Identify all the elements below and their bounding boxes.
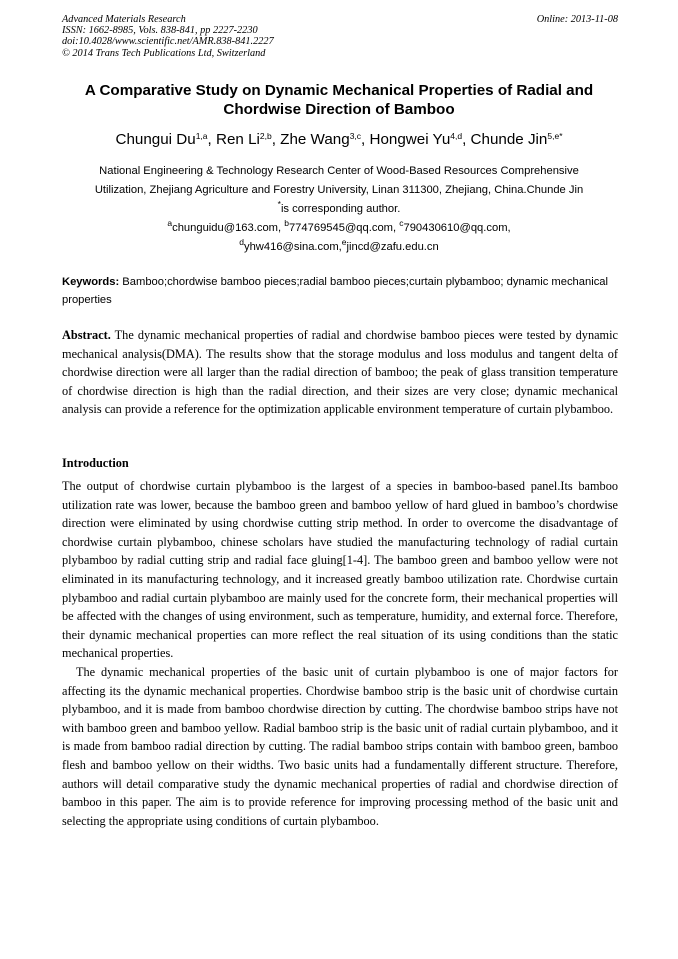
author-separator: ,: [361, 131, 370, 148]
email-mark: c: [399, 218, 404, 228]
author-name: Chunde Jin: [470, 131, 548, 148]
affiliation-line-2: Utilization, Zhejiang Agriculture and Forestry University, Linan 311300, Zhejiang, China.Chunde Jin: [94, 184, 584, 196]
author-separator: ,: [462, 131, 471, 148]
email-line-1: [40, 219, 638, 238]
email-mark: a: [167, 218, 173, 228]
corresponding-mark: *: [277, 199, 281, 209]
email-mark: b: [284, 218, 289, 228]
journal-doi: doi:10.4028/www.scientific.net/AMR.838-841.2227: [62, 36, 274, 48]
corresponding-author-note: [40, 200, 638, 219]
author-name: Zhe Wang: [280, 131, 350, 148]
keywords-block: [62, 274, 618, 309]
introduction-paragraph-1: The output of chordwise curtain plybamboo is the largest of a species in bamboo-based panel.Its bamboo utilization rate was lower, because the bamboo green and bamboo yellow of hard glued in bamboo’s chordwise direction were eliminated by using chordwise cutting strip method. In order to overcome the disadvantage of chordwise curtain plybamboo, chinese scholars have studied the manufacturing technology of radial curtain plybamboo by radial cutting strip and radial face gluing[1-4]. The bamboo green and bamboo yellow were not eliminated in its manufacturing technology, and it increased greatly bamboo utilization rate. Chordwise curtain plybamboo and radial curtain plybamboo are mainly used for the concrete form, their mechanical properties will be affected with the changes of using environment, such as temperature, humidity, and external force. Therefore, their dynamic mechanical properties can more reflect the real situation of its using conditions than the static mechanical properties.: [62, 479, 618, 661]
email-mark: e: [341, 237, 347, 247]
email-link[interactable]: yhw416@sina.com,: [243, 241, 342, 253]
author-affiliation-mark: 2,b: [259, 131, 272, 141]
email-line-2: [40, 238, 638, 257]
journal-issn: ISSN: 1662-8985, Vols. 838-841, pp 2227-2230: [62, 25, 258, 37]
author-affiliation-mark: 5,e*: [547, 131, 563, 141]
paper-title-line-1: A Comparative Study on Dynamic Mechanical Properties of Radial and: [84, 82, 594, 99]
author-separator: ,: [271, 131, 281, 148]
author-name: Chungui Du: [115, 131, 196, 148]
introduction-paragraph-2: The dynamic mechanical properties of the basic unit of curtain plybamboo is one of major factors for affecting its the dynamic mechanical properties. Chordwise bamboo strip is the basic unit of chordwise curtain plybamboo, and it is made from bamboo chordwise direction by cutting. The chordwise bamboo strips have not with bamboo green and bamboo yellow. Radial bamboo strip is the basic unit of radial curtain plybamboo, and it is made from bamboo radial direction by cutting. The radial bamboo strips contain with bamboo green, bamboo flesh and bamboo yellow on their widths. Two basic units had a fundamentally different structure. Therefore, authors will detail comparative study the dynamic mechanical properties of radial and chordwise direction of bamboo in this paper. The aim is to provide reference for improving processing method of the basic unit and selecting the appropriate using conditions of curtain plybamboo.: [62, 664, 618, 828]
email-link[interactable]: jincd@zafu.edu.cn: [346, 241, 439, 253]
journal-header: [62, 14, 618, 59]
email-mark: d: [239, 237, 244, 247]
author-separator: ,: [207, 131, 216, 148]
author-name: Ren Li: [215, 131, 260, 148]
email-link[interactable]: 790430610@qq.com,: [403, 222, 511, 234]
introduction-body: [62, 477, 618, 830]
author-affiliation-mark: 1,a: [195, 131, 208, 141]
online-date: Online: 2013-11-08: [536, 14, 618, 25]
author-list: [40, 130, 638, 149]
author-affiliation-mark: 3,c: [349, 131, 362, 141]
abstract-block: [62, 326, 618, 419]
author-name: Hongwei Yu: [369, 131, 451, 148]
author-affiliation-mark: 4,d: [450, 131, 463, 141]
keywords-text: Bamboo;chordwise bamboo pieces;radial bamboo pieces;curtain plybamboo; dynamic mechanical properties: [62, 276, 608, 306]
affiliation-line-1: National Engineering & Technology Research Center of Wood-Based Resources Comprehensive: [99, 165, 579, 177]
affiliation-block: [40, 162, 638, 257]
paper-title: [40, 81, 638, 119]
journal-name: Advanced Materials Research: [62, 14, 186, 25]
abstract-text: The dynamic mechanical properties of radial and chordwise bamboo pieces were tested by dynamic mechanical analysis(DMA). The results show that the storage modulus and loss modulus and tangent delta of chordwise direction were all larger than the radial direction of bamboo; the peak of glass transition temperature of chordwise direction is high than the radial direction, and their sizes are very close; dynamic mechanical analysis can provide a reference for the optimization applicable environment temperature of curtain plybamboo.: [62, 328, 618, 417]
abstract-label: Abstract.: [62, 328, 111, 342]
keywords-label: Keywords:: [62, 276, 120, 288]
email-link[interactable]: chunguidu@163.com,: [172, 222, 285, 234]
corresponding-text: is corresponding author.: [280, 203, 401, 215]
journal-copyright: © 2014 Trans Tech Publications Ltd, Switzerland: [62, 47, 266, 59]
paper-title-line-2: Chordwise Direction of Bamboo: [223, 101, 455, 118]
email-link[interactable]: 774769545@qq.com,: [288, 222, 400, 234]
introduction-heading: Introduction: [62, 456, 129, 470]
